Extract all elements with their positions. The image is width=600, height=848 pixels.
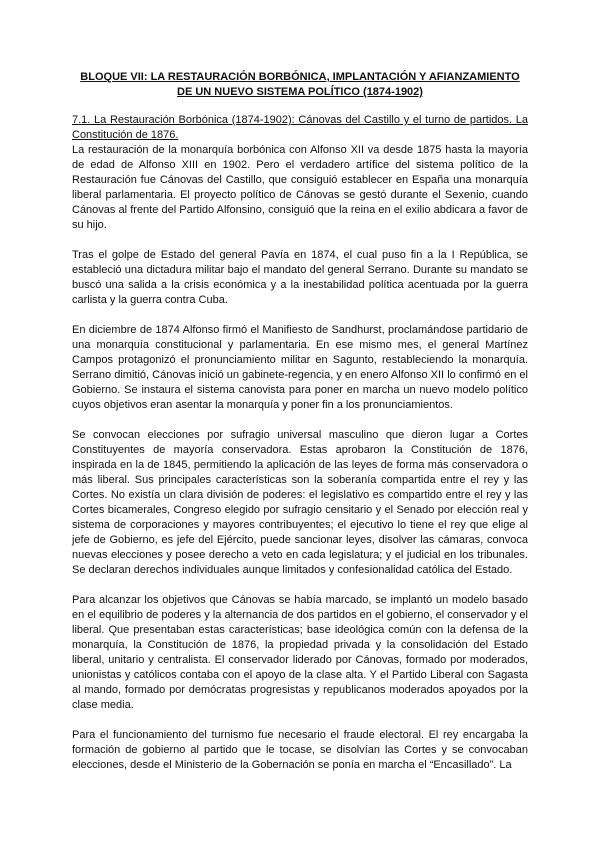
paragraph-1: La restauración de la monarquía borbónica con Alfonso XII va desde 1875 hasta la mayoría de edad de Alfonso XIII en 1902. Pero el verdadero artífice del sistema político de la Restauración fue Cánovas del Castillo, que consiguió establecer en España una monarquía liberal parlamentaria. El proyecto político de Cánovas se gestó durante el Sexenio, cuando Cánovas al frente del Partido Alfonsino, consiguió que la reina en el exilio abdicara a favor de su hijo. xyxy=(72,144,528,231)
paragraph-3: En diciembre de 1874 Alfonso firmó el Manifiesto de Sandhurst, proclamándose partidario de una monarquía constitucional y parlamentaria. En ese mismo mes, el general Martínez Campos protagonizó el pronunciamiento militar en Sagunto, restableciendo la monarquía. Serrano dimitió, Cánovas inició un gabinete-regencia, y en enero Alfonso XII lo confirmó en el Gobierno. Se instaura el sistema canovista para poner en marcha un nuevo modelo político cuyos objetivos eran asentar la monarquía y poner fin a los pronunciamientos. xyxy=(72,324,528,411)
paragraph-5: Para alcanzar los objetivos que Cánovas se había marcado, se implantó un modelo basado en el equilibrio de poderes y la alternancia de dos partidos en el gobierno, el conservador y el liberal. Que presentaban estas características; base ideológica común con la defensa de la monarquía, la Constitución de 1876, la propiedad privada y la consolidación del Estado liberal, unitario y centralista. El conservador liderado por Cánovas, formado por moderados, unionistas y católicos contaba con el apoyo de la clase alta. Y el Partido Liberal con Sagasta al mando, formado por demócratas progresistas y republicanos moderados apoyados por la clase media. xyxy=(72,594,528,711)
paragraph-4: Se convocan elecciones por sufragio universal masculino que dieron lugar a Cortes Constituyentes de mayoría conservadora. Estas aprobaron la Constitución de 1876, inspirada en la de 1845, permitiendo la aplicación de las leyes de forma más conservadora o más liberal. Sus principales características son la soberanía compartida entre el rey y las Cortes. No existía un clara división de poderes: el legislativo es compartido entre el rey y las Cortes bicamerales, Congreso elegido por sufragio censitario y el Senado por elección real y sistema de corporaciones y mayores contribuyentes; el ejecutivo lo tiene el rey que elige al jefe de Gobierno, es jefe del Ejército, puede sancionar leyes, disolver las cámaras, convoca nuevas elecciones y posee derecho a veto en cada legislatura; y el judicial en los tribunales. Se declaran derechos individuales aunque limitados y confesionalidad católica del Estado. xyxy=(72,429,528,576)
document-title xyxy=(72,70,528,100)
title-line-2: DE UN NUEVO SISTEMA POLÍTICO (1874-1902) xyxy=(177,86,423,98)
paragraph-6: Para el funcionamiento del turnismo fue necesario el fraude electoral. El rey encargaba la formación de gobierno al partido que le tocase, se disolvían las Cortes y se convocaban elecciones, desde el Ministerio de la Gobernación se ponía en marcha el “Encasillado”. La xyxy=(72,729,528,771)
section-heading: 7.1. La Restauración Borbónica (1874-1902): Cánovas del Castillo y el turno de partidos. La Constitución de 1876. xyxy=(72,114,528,141)
paragraph-2: Tras el golpe de Estado del general Pavía en 1874, el cual puso fin a la I República, se estableció una dictadura militar bajo el mandato del general Serrano. Durante su mandato se buscó una salida a la crisis económica y a la inestabilidad política acentuada por la guerra carlista y la guerra contra Cuba. xyxy=(72,249,528,306)
document-page xyxy=(72,70,528,788)
title-line-1: BLOQUE VII: LA RESTAURACIÓN BORBÓNICA, IMPLANTACIÓN Y AFIANZAMIENTO xyxy=(80,71,520,83)
